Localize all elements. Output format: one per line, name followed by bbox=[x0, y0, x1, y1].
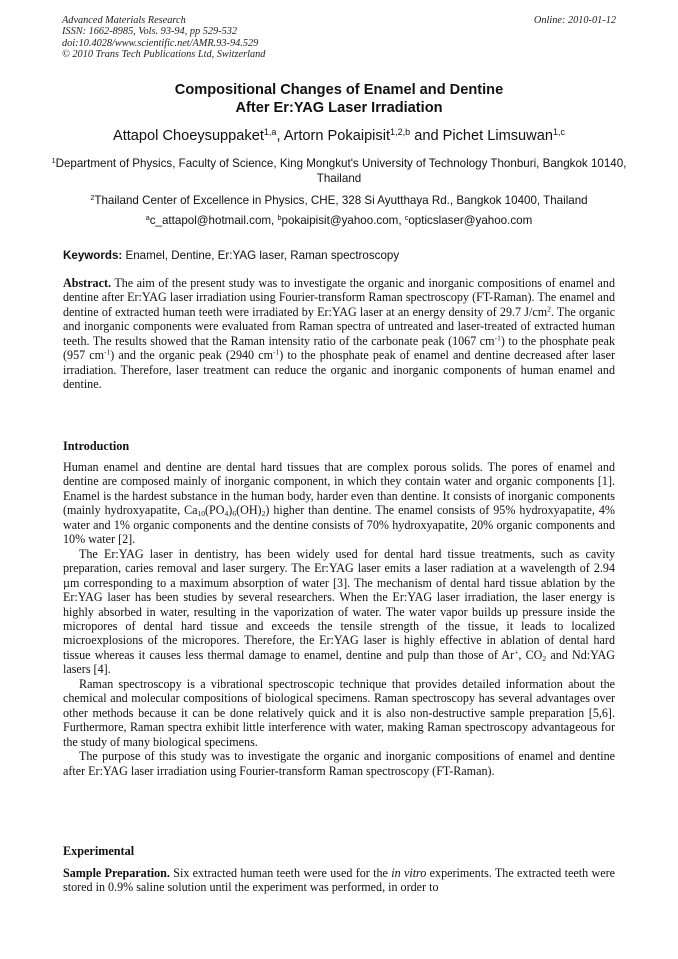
intro-paragraph-3: Raman spectroscopy is a vibrational spectroscopic technique that provides detailed information about the chemical and molecular compositions of biological specimens. Raman spectroscopy has several advantages over other methods because it can be done relatively quick and it is also non-destructive sample preparation [5,6]. Furthermore, Raman spectra exhibit little interference with water, making Raman spectroscopy advantageous for the study of many biological specimens. bbox=[63, 676, 615, 749]
subscript: 2 bbox=[542, 653, 547, 663]
title-line-2: After Er:YAG Laser Irradiation bbox=[235, 99, 443, 116]
intro-paragraph-2 bbox=[63, 547, 615, 677]
journal-name: Advanced Materials Research bbox=[62, 15, 186, 26]
experimental-text: Six extracted human teeth were used for the bbox=[169, 866, 392, 880]
intro-text: ) bbox=[228, 503, 233, 518]
author-3-marks: 1,c bbox=[552, 127, 566, 138]
intro-text: Human enamel and dentine are dental hard tissues that are complex porous solids. The pores of enamel and dentine are composed mainly of inorganic component, in which they contain water and organic components [1]. Enamel is the hardest substance in the human body, harder even than dentine. It consists of inorganic components (mainly hydroxyapatite, Ca bbox=[63, 460, 615, 518]
paper-title bbox=[40, 82, 638, 117]
experimental-text: experiments. The extracted teeth were stored in 0.9% saline solution until the experiment was performed, in order to bbox=[63, 866, 615, 895]
email-b-mark: b bbox=[277, 213, 282, 223]
abstract-sup: -1 bbox=[494, 333, 501, 343]
subscript: 6 bbox=[232, 509, 237, 519]
email-c[interactable]: opticslaser@yahoo.com bbox=[408, 214, 533, 227]
journal-header bbox=[62, 15, 616, 61]
author-1: Attapol Choeysuppaket bbox=[112, 128, 264, 144]
subscript: 2 bbox=[261, 509, 266, 519]
intro-text: The Er:YAG laser in dentistry, has been widely used for dental hard tissue treatments, such as cavity preparation, caries removal and laser surgery. The Er:YAG laser emits a laser radiation at a wavelength of 2.94 µm corresponding to a maximum absorption of water [3]. The mechanism of dental hard tissue ablation by the Er:YAG laser has been studies by several researchers. When the Er:YAG laser irradiation, the laser energy is highly absorbed in water, resulting in the vaporization of water. The water vapor builds up pressure inside the micropores of dental hard tissue and exceeds the tensile strength of the tissue, it leads to localized microexplosions of the micropores. Therefore, the Er:YAG laser is highly effective in ablation of dental hard tissue whereas it causes less thermal damage to enamel, dentine and pulp than those of Ar bbox=[63, 546, 615, 662]
affiliation-2 bbox=[48, 193, 630, 208]
email-a[interactable]: c_attapol@hotmail.com, bbox=[149, 214, 278, 227]
affiliation-1-text: Department of Physics, Faculty of Science, King Mongkut's University of Technology Thonburi, Bangkok 10140, Thailand bbox=[55, 157, 627, 186]
abstract-text: . The organic and inorganic components were evaluated from Raman spectra of untreated and laser-treated of extracted human teeth. The results showed that the Raman intensity ratio of the carbonate peak (1067 cm bbox=[63, 304, 615, 348]
keywords bbox=[63, 248, 615, 263]
intro-text: and Nd:YAG lasers [4]. bbox=[63, 647, 615, 677]
issn-line: ISSN: 1662-8985, Vols. 93-94, pp 529-532 bbox=[62, 26, 238, 38]
abstract-text: ) to the phosphate peak of enamel and dentine decreased after laser irradiation. Therefore, laser treatment can reduce the organic and inorganic components of human enamel and dentine. bbox=[63, 348, 616, 392]
experimental-heading: Experimental bbox=[63, 844, 135, 858]
author-3: Pichet Limsuwan bbox=[442, 128, 553, 144]
keywords-label: Keywords: bbox=[63, 249, 123, 262]
email-a-mark: a bbox=[145, 213, 150, 223]
affiliation-2-text: Thailand Center of Excellence in Physics, CHE, 328 Si Ayutthaya Rd., Bangkok 10400, Thailand bbox=[94, 194, 588, 207]
affiliation-2-mark: 2 bbox=[90, 193, 95, 203]
intro-text: ) higher than dentine. The enamel consists of 95% hydroxyapatite, 4% water and 1% organic components and the dentine consists of 70% hydroxyapatite, 20% organic components and 10% water [2]. bbox=[63, 503, 615, 547]
intro-paragraph-4: The purpose of this study was to investigate the organic and inorganic compositions of enamel and dentine after Er:YAG laser irradiation using Fourier-transform Raman spectroscopy (FT-Raman). bbox=[63, 749, 615, 778]
keywords-text: Enamel, Dentine, Er:YAG laser, Raman spectroscopy bbox=[122, 249, 400, 262]
abstract-label: Abstract. bbox=[63, 276, 112, 290]
in-vitro-italic: in vitro bbox=[391, 866, 427, 880]
sample-preparation-label: Sample Preparation. bbox=[63, 866, 170, 880]
affiliation-1-mark: 1 bbox=[51, 156, 56, 166]
author-1-marks: 1,a bbox=[263, 127, 277, 138]
author-emails bbox=[48, 213, 630, 228]
doi-line: doi:10.4028/www.scientific.net/AMR.93-94.529 bbox=[62, 37, 259, 49]
abstract bbox=[63, 276, 615, 392]
superscript: + bbox=[514, 647, 519, 657]
introduction-body bbox=[63, 460, 615, 778]
abstract-text: The aim of the present study was to investigate the organic and inorganic compositions of enamel and dentine after Er:YAG laser irradiation using Fourier-transform Raman spectroscopy (FT-Raman). The enamel and dentine of extracted human teeth were irradiated by Er:YAG laser at an energy density of 29.7 J/cm bbox=[63, 276, 615, 319]
experimental-body bbox=[63, 866, 615, 895]
email-b[interactable]: pokaipisit@yahoo.com, bbox=[281, 214, 405, 227]
author-separator: and bbox=[410, 128, 443, 144]
author-separator: , bbox=[276, 128, 284, 144]
title-line-1: Compositional Changes of Enamel and Dentine bbox=[174, 82, 504, 98]
abstract-sup: -1 bbox=[104, 347, 111, 357]
email-c-mark: c bbox=[404, 213, 409, 223]
author-2-marks: 1,2,b bbox=[390, 127, 411, 138]
affiliation-1 bbox=[48, 156, 630, 186]
author-2: Artorn Pokaipisit bbox=[283, 128, 391, 144]
abstract-sup: -1 bbox=[272, 347, 280, 357]
abstract-text: ) and the organic peak (2940 cm bbox=[110, 348, 273, 363]
author-list bbox=[40, 127, 638, 145]
subscript: 4 bbox=[224, 509, 229, 519]
subscript: 10 bbox=[197, 509, 206, 519]
intro-text: , CO bbox=[518, 647, 543, 662]
online-date: Online: 2010-01-12 bbox=[533, 15, 616, 26]
abstract-text: ) to the phosphate peak (957 cm bbox=[63, 333, 615, 363]
intro-text: (PO bbox=[205, 503, 225, 518]
abstract-sup: 2 bbox=[547, 304, 551, 314]
intro-text: (OH) bbox=[236, 503, 262, 518]
intro-paragraph-1 bbox=[63, 460, 615, 547]
introduction-heading: Introduction bbox=[63, 439, 130, 453]
copyright-line: © 2010 Trans Tech Publications Ltd, Switzerland bbox=[62, 49, 266, 61]
